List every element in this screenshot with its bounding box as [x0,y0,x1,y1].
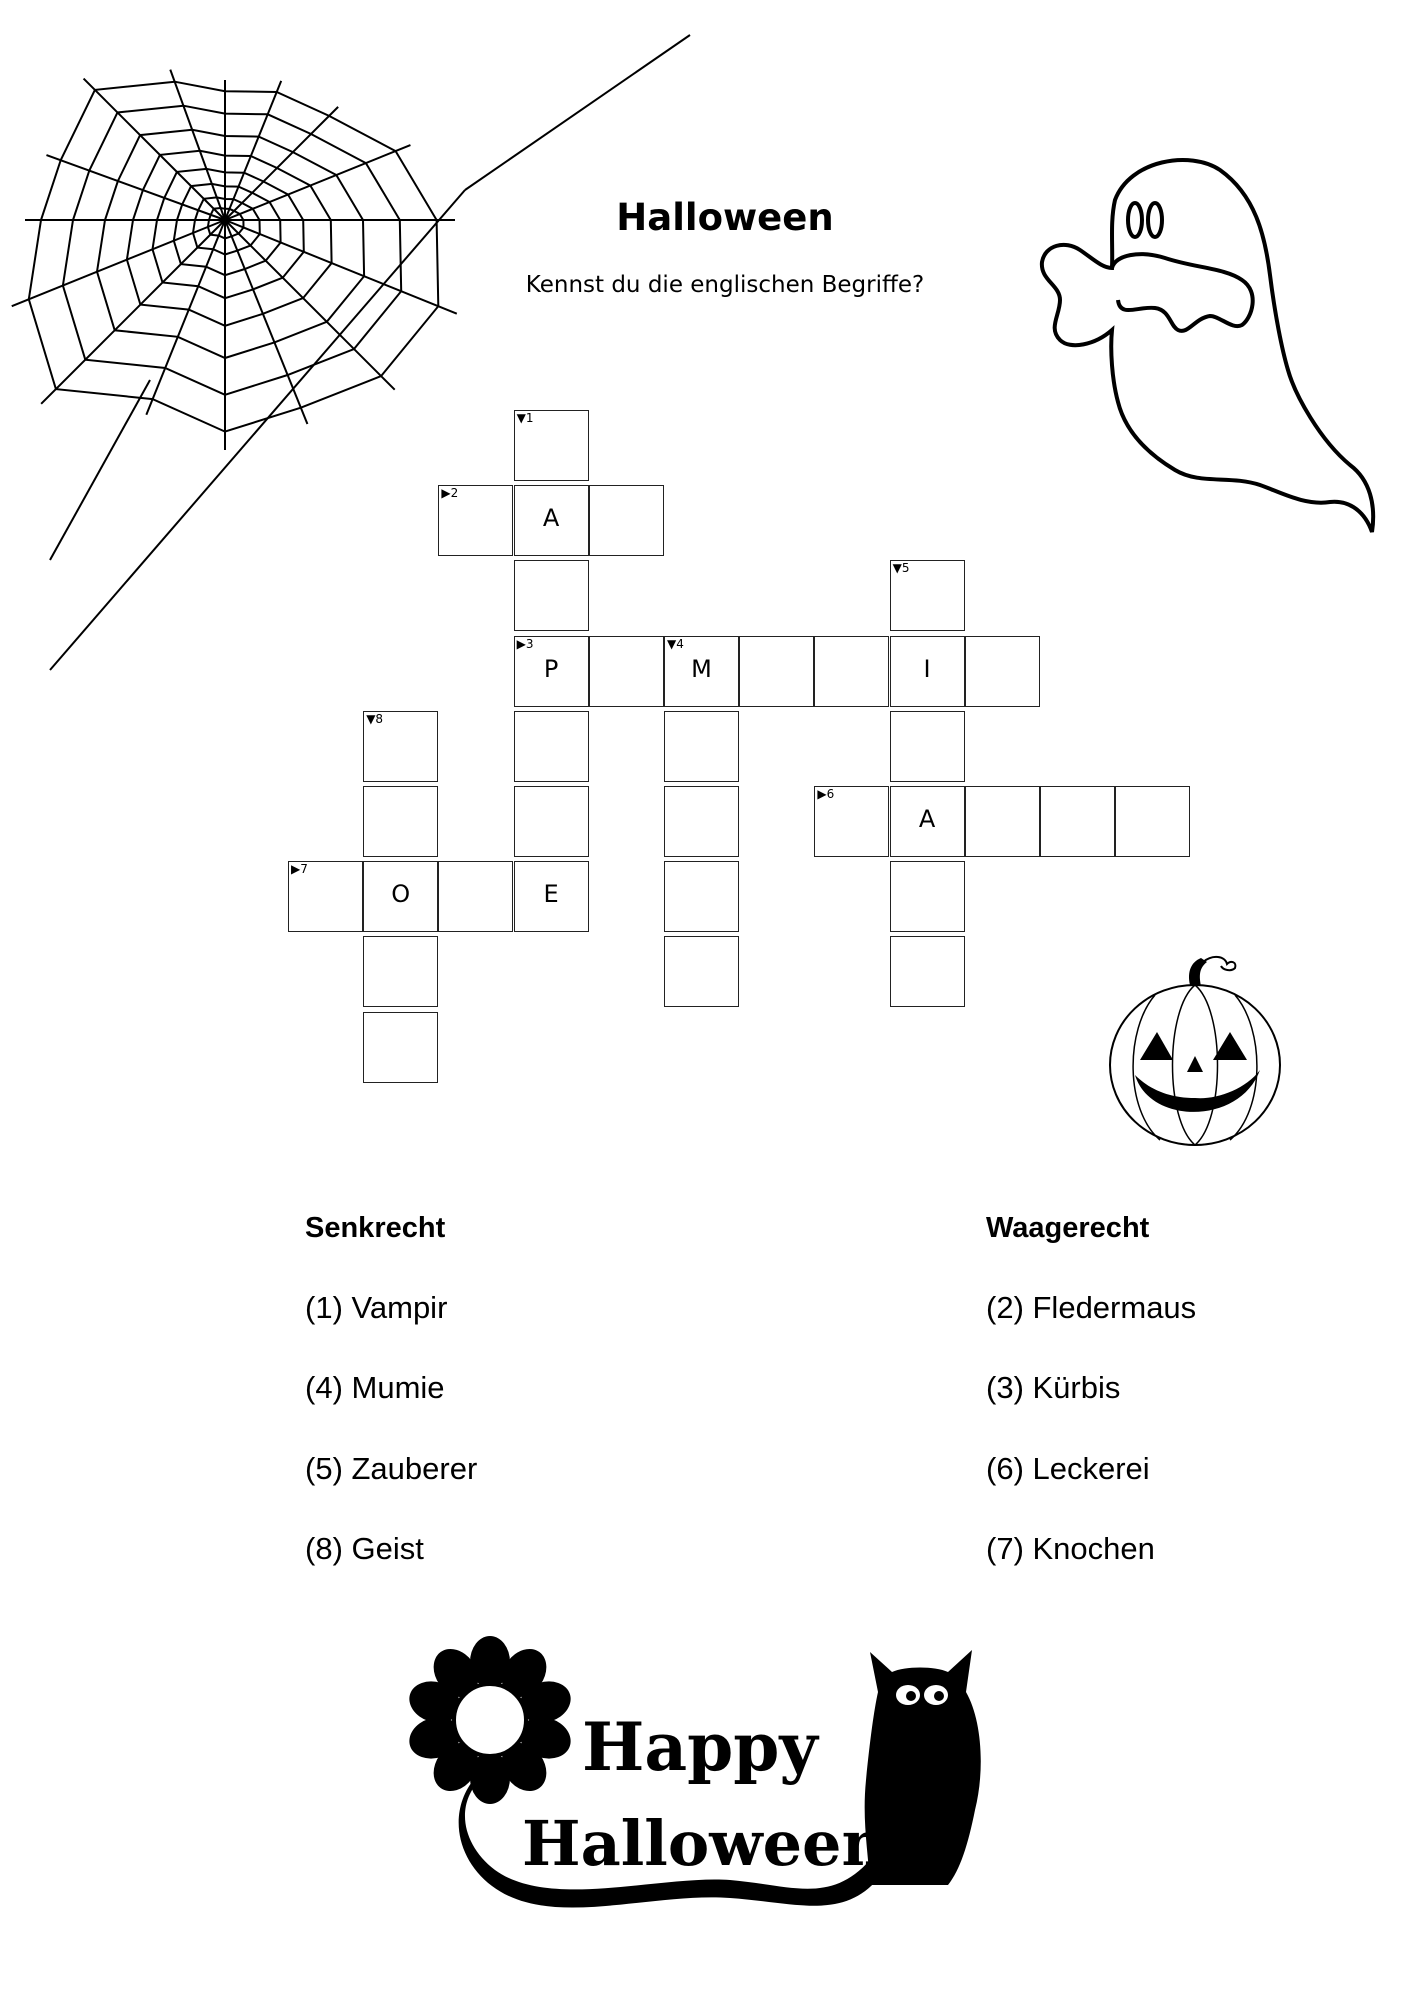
crossword-cell[interactable] [664,936,739,1007]
down-clues-heading: Senkrecht [305,1212,446,1244]
crossword-cell[interactable] [890,560,965,631]
crossword-cell[interactable] [514,786,589,857]
across-clue-2: (2) Fledermaus [986,1290,1197,1325]
crossword-cell[interactable] [739,636,814,707]
down-clue-5: (5) Zauberer [305,1451,478,1486]
across-clues-heading: Waagerecht [986,1212,1150,1244]
cell-letter: I [923,654,931,683]
crossword-cell[interactable] [363,711,438,782]
down-clue-4: (4) Mumie [305,1370,445,1405]
clue-number: ▼1 [516,411,534,425]
crossword-cell[interactable] [514,636,589,707]
cell-letter: M [691,654,712,683]
clue-number: ▼5 [892,561,910,576]
crossword-cell[interactable] [514,861,589,932]
crossword-cell[interactable] [514,410,589,481]
crossword-cell[interactable] [890,936,965,1007]
crossword-cell[interactable] [589,485,664,556]
crossword-cell[interactable] [438,861,513,932]
flower-icon [404,1636,576,1804]
crossword-cell[interactable] [965,786,1040,857]
clue-number: ▶2 [441,486,459,501]
clue-number: ▶7 [291,862,308,877]
crossword-cell[interactable] [363,936,438,1007]
crossword-cell[interactable] [664,636,739,707]
crossword-cell[interactable] [890,786,965,857]
crossword-cell[interactable] [1040,786,1115,857]
crossword-cell[interactable] [814,786,889,857]
clue-number: ▼4 [667,636,684,651]
crossword-cell[interactable] [363,786,438,857]
jack-o-lantern-illustration [1095,950,1295,1150]
crossword-cell[interactable] [589,636,664,707]
crossword-cell[interactable] [664,861,739,932]
crossword-cell[interactable] [890,636,965,707]
across-clue-7: (7) Knochen [986,1531,1155,1566]
crossword-cell[interactable] [664,711,739,782]
crossword-cell[interactable] [514,560,589,631]
banner-line-2: Halloween [522,1807,887,1880]
crossword-cell[interactable] [890,861,965,932]
worksheet-subtitle: Kennst du die englischen Begriffe? [525,272,925,298]
crossword-cell[interactable] [890,711,965,782]
banner-line-1: Happy [582,1708,818,1786]
crossword-cell[interactable] [814,636,889,707]
crossword-cell[interactable] [363,1012,438,1083]
crossword-cell[interactable] [288,861,363,932]
crossword-cell[interactable] [664,786,739,857]
clue-number: ▼8 [366,711,384,726]
cell-letter: A [542,504,560,533]
crossword-cell[interactable] [965,636,1040,707]
worksheet-title: Halloween [616,196,834,239]
cell-letter: P [543,654,559,683]
across-clue-6: (6) Leckerei [986,1451,1150,1486]
cell-letter: O [391,880,411,909]
cell-letter: E [543,880,559,909]
happy-halloween-banner [400,1630,1020,1950]
crossword-cell[interactable] [1115,786,1190,857]
crossword-cell[interactable] [514,711,589,782]
down-clue-1: (1) Vampir [305,1290,448,1325]
cell-letter: A [918,805,936,833]
clue-number: ▶3 [516,636,534,651]
crossword-cell[interactable] [514,485,589,556]
down-clue-8: (8) Geist [305,1531,424,1566]
crossword-cell[interactable] [438,485,513,556]
crossword-cell[interactable] [363,861,438,932]
across-clue-3: (3) Kürbis [986,1370,1121,1405]
clue-number: ▶6 [817,787,835,801]
